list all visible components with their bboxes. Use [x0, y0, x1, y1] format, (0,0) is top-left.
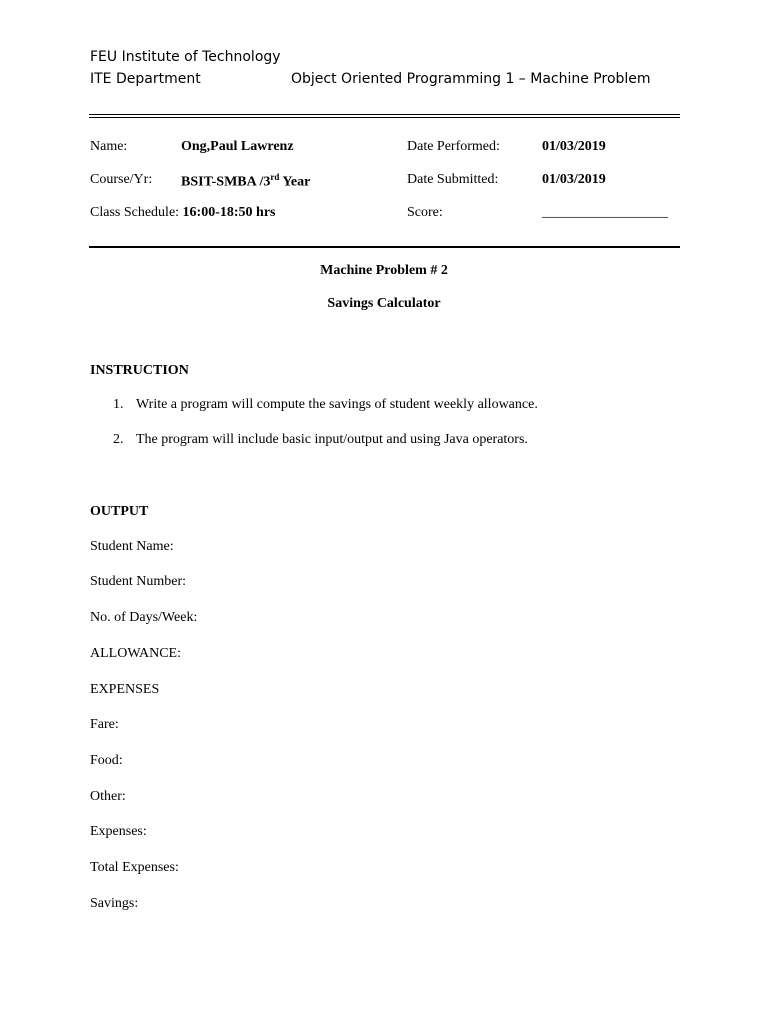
- schedule-row: [90, 205, 275, 221]
- instruction-item-text: Write a program will compute the savings of student weekly allowance.: [136, 397, 538, 412]
- instruction-item-number: 1.: [113, 397, 124, 412]
- output-line-savings: Savings:: [90, 896, 139, 911]
- instruction-item-text: The program will include basic input/output and using Java operators.: [136, 432, 528, 447]
- schedule-label: Class Schedule:: [90, 205, 180, 220]
- output-line-days-week: No. of Days/Week:: [90, 610, 198, 625]
- info-divider: [89, 246, 680, 248]
- score-label: Score:: [407, 205, 443, 220]
- output-heading: OUTPUT: [90, 504, 149, 519]
- course-value-prefix: BSIT-SMBA /3: [181, 174, 271, 190]
- date-submitted-label: Date Submitted:: [407, 172, 499, 187]
- course-value-sup: rd: [270, 172, 280, 182]
- output-line-student-name: Student Name:: [90, 539, 174, 554]
- course-value-suffix: Year: [279, 174, 311, 190]
- date-performed-value: 01/03/2019: [542, 139, 606, 154]
- header-double-rule-top: [89, 114, 680, 115]
- date-submitted-value: 01/03/2019: [542, 172, 606, 187]
- course-value: [181, 172, 310, 191]
- output-line-food: Food:: [90, 753, 123, 768]
- course-label: Course/Yr:: [90, 172, 153, 187]
- output-line-other: Other:: [90, 789, 126, 804]
- schedule-value: 16:00-18:50 hrs: [182, 205, 276, 220]
- instruction-item-number: 2.: [113, 432, 124, 447]
- name-label: Name:: [90, 139, 128, 154]
- course-title: Object Oriented Programming 1 – Machine Problem: [291, 71, 651, 87]
- date-performed-label: Date Performed:: [407, 139, 500, 154]
- problem-number: Machine Problem # 2: [320, 263, 448, 278]
- header-double-rule-bottom: [89, 117, 680, 118]
- name-value: Ong,Paul Lawrenz: [181, 139, 294, 154]
- department-name: ITE Department: [90, 71, 201, 87]
- problem-title: Savings Calculator: [327, 296, 441, 311]
- output-line-fare: Fare:: [90, 717, 119, 732]
- output-line-student-number: Student Number:: [90, 574, 187, 589]
- output-line-allowance: ALLOWANCE:: [90, 646, 181, 661]
- institution-name: FEU Institute of Technology: [90, 49, 281, 65]
- score-blank: __________________: [542, 205, 668, 220]
- output-line-total-expenses: Total Expenses:: [90, 860, 179, 875]
- instruction-heading: INSTRUCTION: [90, 363, 189, 378]
- output-line-expenses-heading: EXPENSES: [90, 682, 160, 697]
- output-line-expenses: Expenses:: [90, 824, 147, 839]
